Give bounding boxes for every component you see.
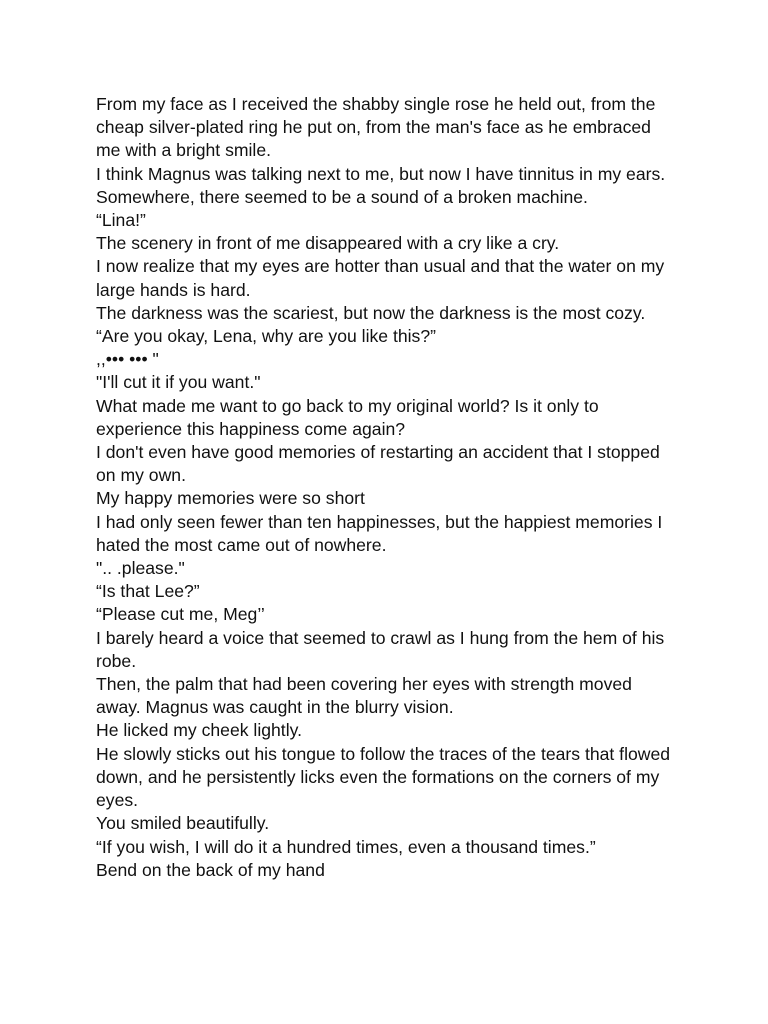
paragraph: I had only seen fewer than ten happinesses, but the happiest memories I hated the most came out of nowhere. <box>96 511 663 555</box>
paragraph: What made me want to go back to my original world? Is it only to experience this happiness come again? <box>96 395 599 439</box>
paragraph: The darkness was the scariest, but now the darkness is the most cozy. <box>96 302 646 323</box>
text-body <box>96 93 676 882</box>
paragraph: Somewhere, there seemed to be a sound of a broken machine. <box>96 186 588 207</box>
paragraph: You smiled beautifully. <box>96 813 270 834</box>
paragraph: “Is that Lee?” <box>96 581 200 602</box>
paragraph: I now realize that my eyes are hotter than usual and that the water on my large hands is hard. <box>96 256 665 300</box>
paragraph: “If you wish, I will do it a hundred times, even a thousand times.” <box>96 836 596 857</box>
paragraph: Then, the palm that had been covering her eyes with strength moved away. Magnus was caught in the blurry vision. <box>96 674 632 718</box>
paragraph: I think Magnus was talking next to me, but now I have tinnitus in my ears. <box>96 163 666 184</box>
paragraph: “Lina!” <box>96 210 146 231</box>
paragraph: He slowly sticks out his tongue to follow the traces of the tears that flowed down, and he persistently licks even the formations on the corners of my eyes. <box>96 743 671 811</box>
paragraph: ,,••• ••• " <box>96 349 159 370</box>
paragraph: “Are you okay, Lena, why are you like this?” <box>96 326 436 347</box>
paragraph: Bend on the back of my hand <box>96 859 325 880</box>
paragraph: My happy memories were so short <box>96 488 365 509</box>
paragraph: He licked my cheek lightly. <box>96 720 302 741</box>
paragraph: "I'll cut it if you want." <box>96 372 261 393</box>
paragraph: I barely heard a voice that seemed to crawl as I hung from the hem of his robe. <box>96 627 665 671</box>
paragraph: From my face as I received the shabby single rose he held out, from the cheap silver-plated ring he put on, from the man's face as he embraced me with a bright smile. <box>96 94 656 161</box>
paragraph: I don't even have good memories of restarting an accident that I stopped on my own. <box>96 442 660 486</box>
paragraph: The scenery in front of me disappeared with a cry like a cry. <box>96 233 560 254</box>
paragraph: “Please cut me, Meg’’ <box>96 604 265 625</box>
paragraph: ".. .please." <box>96 558 185 579</box>
